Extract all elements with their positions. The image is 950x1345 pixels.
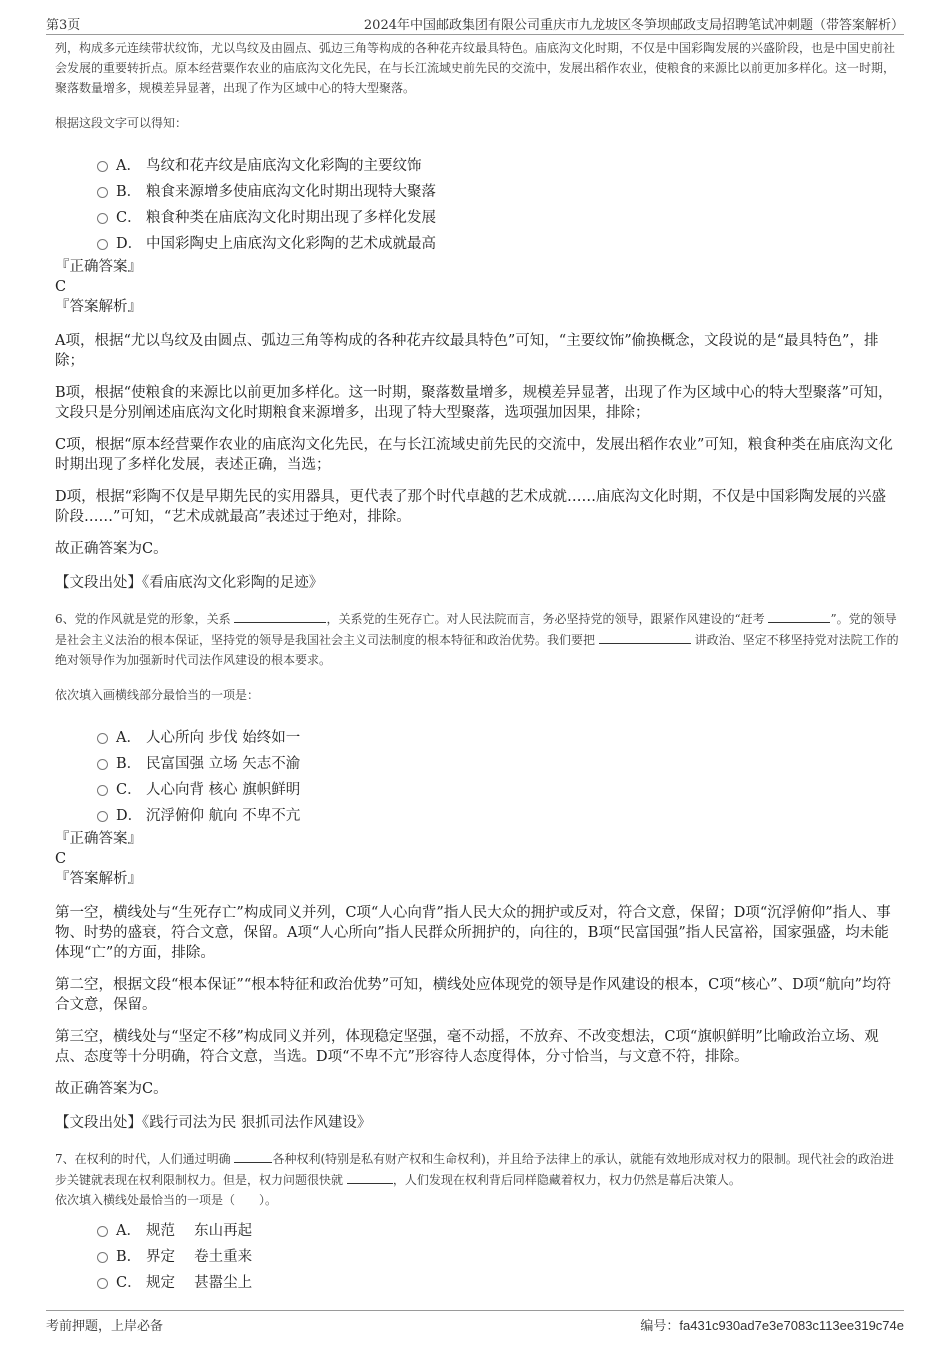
- option-text: 人心向背 核心 旗帜鲜明: [146, 781, 301, 798]
- q6-options: [55, 723, 900, 827]
- analysis-paragraph: 第一空，横线处与“生死存亡”构成同义并列，C项“人心向背”指人民大众的拥护或反对，符合文意，保留；D项“沉浮俯仰”指人、事物、时势的盛衰，符合文意，保留。A项“人心所向”指人民群众所拥护的，向往的，B项“民富国强”指人民富裕，国家强盛，均未能体现“亡”的方面，排除。: [55, 905, 891, 961]
- stem-text: ”。党的领导是社会主义法治的根本保证，坚持党的领导是我国社会主义司法制度的根本特征和政治优势。我们要把: [55, 612, 897, 647]
- correct-answer-label: 『正确答案』: [55, 259, 142, 275]
- radio-icon[interactable]: [97, 733, 108, 744]
- code-label: 编号：: [640, 1319, 680, 1334]
- q7-option-c[interactable]: [97, 1268, 900, 1294]
- option-letter: B．: [116, 755, 142, 772]
- fill-blank[interactable]: [768, 608, 830, 623]
- document-title: 2024年中国邮政集团有限公司重庆市九龙坡区冬笋坝邮政支局招聘笔试冲刺题（带答案解析）: [363, 18, 904, 33]
- option-letter: A．: [116, 157, 141, 174]
- analysis-label: 『答案解析』: [55, 299, 142, 315]
- radio-icon[interactable]: [97, 759, 108, 770]
- option-text: 沉浮俯仰 航向 不卑不亢: [146, 807, 301, 824]
- option-text: 人心所向 步伐 始终如一: [146, 729, 301, 746]
- q7-option-b[interactable]: [97, 1242, 900, 1268]
- radio-icon[interactable]: [97, 239, 108, 250]
- analysis-paragraph: 故正确答案为C。: [55, 1081, 168, 1097]
- option-letter: C．: [116, 781, 142, 798]
- analysis-label: 『答案解析』: [55, 871, 142, 887]
- option-letter: D．: [116, 235, 143, 252]
- radio-icon[interactable]: [97, 1278, 108, 1289]
- option-text: 粮食来源增多使庙底沟文化时期出现特大聚落: [146, 183, 436, 200]
- option-letter: D．: [116, 807, 143, 824]
- q5-option-b[interactable]: [97, 177, 900, 203]
- q5-option-a[interactable]: [97, 151, 900, 177]
- stem-text: 在权利的时代，人们通过明确: [74, 1152, 231, 1166]
- q5-analysis: [55, 331, 900, 559]
- stem-text: 党的作风就是党的形象，关系: [74, 612, 231, 626]
- fill-blank[interactable]: [234, 608, 326, 623]
- analysis-paragraph: D项，根据“彩陶不仅是早期先民的实用器具，更代表了那个时代卓越的艺术成就……庙底沟文化时期，不仅是中国彩陶发展的兴盛阶段……”可知，“艺术成就最高”表述过于绝对，排除。: [55, 489, 887, 525]
- stem-text: 讲政治、坚定不移坚持党对法院工作的绝对领导作为加强新时代司法作风建设的根本要求。: [55, 633, 899, 667]
- page-header: [46, 12, 904, 35]
- fill-blank[interactable]: [599, 629, 691, 644]
- q6-answer-block: [55, 829, 900, 889]
- correct-answer: C: [55, 851, 67, 867]
- option-letter: C．: [116, 1274, 142, 1291]
- q7-options: [55, 1216, 900, 1294]
- q6-option-b[interactable]: [97, 749, 900, 775]
- page-footer: [46, 1310, 904, 1333]
- correct-answer: C: [55, 279, 67, 295]
- option-letter: C．: [116, 209, 142, 226]
- q6-option-c[interactable]: [97, 775, 900, 801]
- option-text: 界定 卷土重来: [146, 1248, 253, 1265]
- q6-stem: [55, 608, 900, 670]
- stem-text: ，关系党的生死存亡。对人民法院而言，务必坚持党的领导，跟紧作风建设的“赶考: [326, 612, 765, 626]
- analysis-paragraph: 第三空，横线处与“坚定不移”构成同义并列，体现稳定坚强，毫不动摇，不放弃、不改变想法，C项“旗帜鲜明”比喻政治立场、观点、态度等十分明确，符合文意，当选。D项“不卑不亢”形容待人态度得体，分寸恰当，与文意不符，排除。: [55, 1029, 879, 1065]
- analysis-paragraph: 第二空，根据文段“根本保证”“根本特征和政治优势”可知，横线处应体现党的领导是作风建设的根本，C项“核心”、D项“航向”均符合文意，保留。: [55, 977, 892, 1013]
- analysis-paragraph: 故正确答案为C。: [55, 541, 168, 557]
- radio-icon[interactable]: [97, 161, 108, 172]
- radio-icon[interactable]: [97, 1252, 108, 1263]
- option-text: 民富国强 立场 矢志不渝: [146, 755, 301, 772]
- option-letter: B．: [116, 1248, 142, 1265]
- correct-answer-label: 『正确答案』: [55, 831, 142, 847]
- code-value: fa431c930ad7e3e7083c113ee319c74e: [679, 1318, 904, 1333]
- analysis-paragraph: C项，根据“原本经营粟作农业的庙底沟文化先民，在与长江流域史前先民的交流中，发展出稻作农业”可知，粮食种类在庙底沟文化时期出现了多样化发展，表述正确，当选；: [55, 437, 893, 473]
- fill-blank[interactable]: [347, 1169, 393, 1184]
- q6-option-a[interactable]: [97, 723, 900, 749]
- q5-prompt: 根据这段文字可以得知：: [55, 116, 188, 130]
- option-letter: A．: [116, 729, 141, 746]
- footer-slogan: 考前押题，上岸必备: [46, 1319, 164, 1334]
- q5-source: 【文段出处】《看庙底沟文化彩陶的足迹》: [55, 575, 324, 591]
- q6-prompt: 依次填入画横线部分最恰当的一项是：: [55, 688, 260, 702]
- radio-icon[interactable]: [97, 785, 108, 796]
- stem-text: ，人们发现在权利背后同样隐藏着权力，权力仍然是幕后决策人。: [392, 1173, 741, 1187]
- option-letter: B．: [116, 183, 142, 200]
- q6-source: 【文段出处】《践行司法为民 狠抓司法作风建设》: [55, 1115, 372, 1131]
- page-number: 第3页: [46, 18, 81, 33]
- option-text: 规范 东山再起: [146, 1222, 253, 1239]
- q7-option-a[interactable]: [97, 1216, 900, 1242]
- radio-icon[interactable]: [97, 1226, 108, 1237]
- option-text: 粮食种类在庙底沟文化时期出现了多样化发展: [146, 209, 436, 226]
- q5-passage: 列，构成多元连续带状纹饰，尤以鸟纹及由圆点、弧边三角等构成的各种花卉纹最具特色。庙底沟文化时期，不仅是中国彩陶发展的兴盛阶段，也是中国史前社会发展的重要转折点。原本经营粟作农业的庙底沟文化先民，在与长江流域史前先民的交流中，发展出稻作农业，使粮食的来源比以前更加多样化。这一时期，聚落数量增多，规模差异显著，出现了作为区域中心的特大型聚落。: [55, 41, 896, 95]
- q6-option-d[interactable]: [97, 801, 900, 827]
- q7-prompt: 依次填入横线处最恰当的一项是（ ）。: [55, 1193, 278, 1207]
- page-content: [55, 38, 900, 1294]
- option-text: 中国彩陶史上庙底沟文化彩陶的艺术成就最高: [146, 235, 436, 252]
- radio-icon[interactable]: [97, 811, 108, 822]
- analysis-paragraph: B项，根据“使粮食的来源比以前更加多样化。这一时期，聚落数量增多，规模差异显著，出现了作为区域中心的特大型聚落”可知，文段只是分别阐述庙底沟文化时期粮食来源增多，出现了特大型聚落，选项强加因果，排除；: [55, 385, 893, 421]
- analysis-paragraph: A项，根据“尤以鸟纹及由圆点、弧边三角等构成的各种花卉纹最具特色”可知，“主要纹饰”偷换概念，文段说的是“最具特色”，排除；: [55, 333, 879, 369]
- option-letter: A．: [116, 1222, 141, 1239]
- question-number: 7、: [55, 1152, 75, 1166]
- fill-blank[interactable]: [234, 1148, 272, 1163]
- q5-options: [55, 151, 900, 255]
- q6-analysis: [55, 903, 900, 1099]
- q5-option-c[interactable]: [97, 203, 900, 229]
- option-text: 规定 甚嚣尘上: [146, 1274, 253, 1291]
- q5-answer-block: [55, 257, 900, 317]
- document-code: [640, 1315, 904, 1334]
- question-number: 6、: [55, 612, 75, 626]
- option-text: 鸟纹和花卉纹是庙底沟文化彩陶的主要纹饰: [146, 157, 422, 174]
- q5-option-d[interactable]: [97, 229, 900, 255]
- q7-stem: [55, 1148, 900, 1190]
- radio-icon[interactable]: [97, 213, 108, 224]
- stem-text: 各种权利(特别是私有财产权和生命权利)，并且给予法律上的承认，就能有效地形成对权力的限制。现代社会的政治进步关键就表现在权利限制权力。但是，权力问题很快就: [55, 1152, 894, 1187]
- radio-icon[interactable]: [97, 187, 108, 198]
